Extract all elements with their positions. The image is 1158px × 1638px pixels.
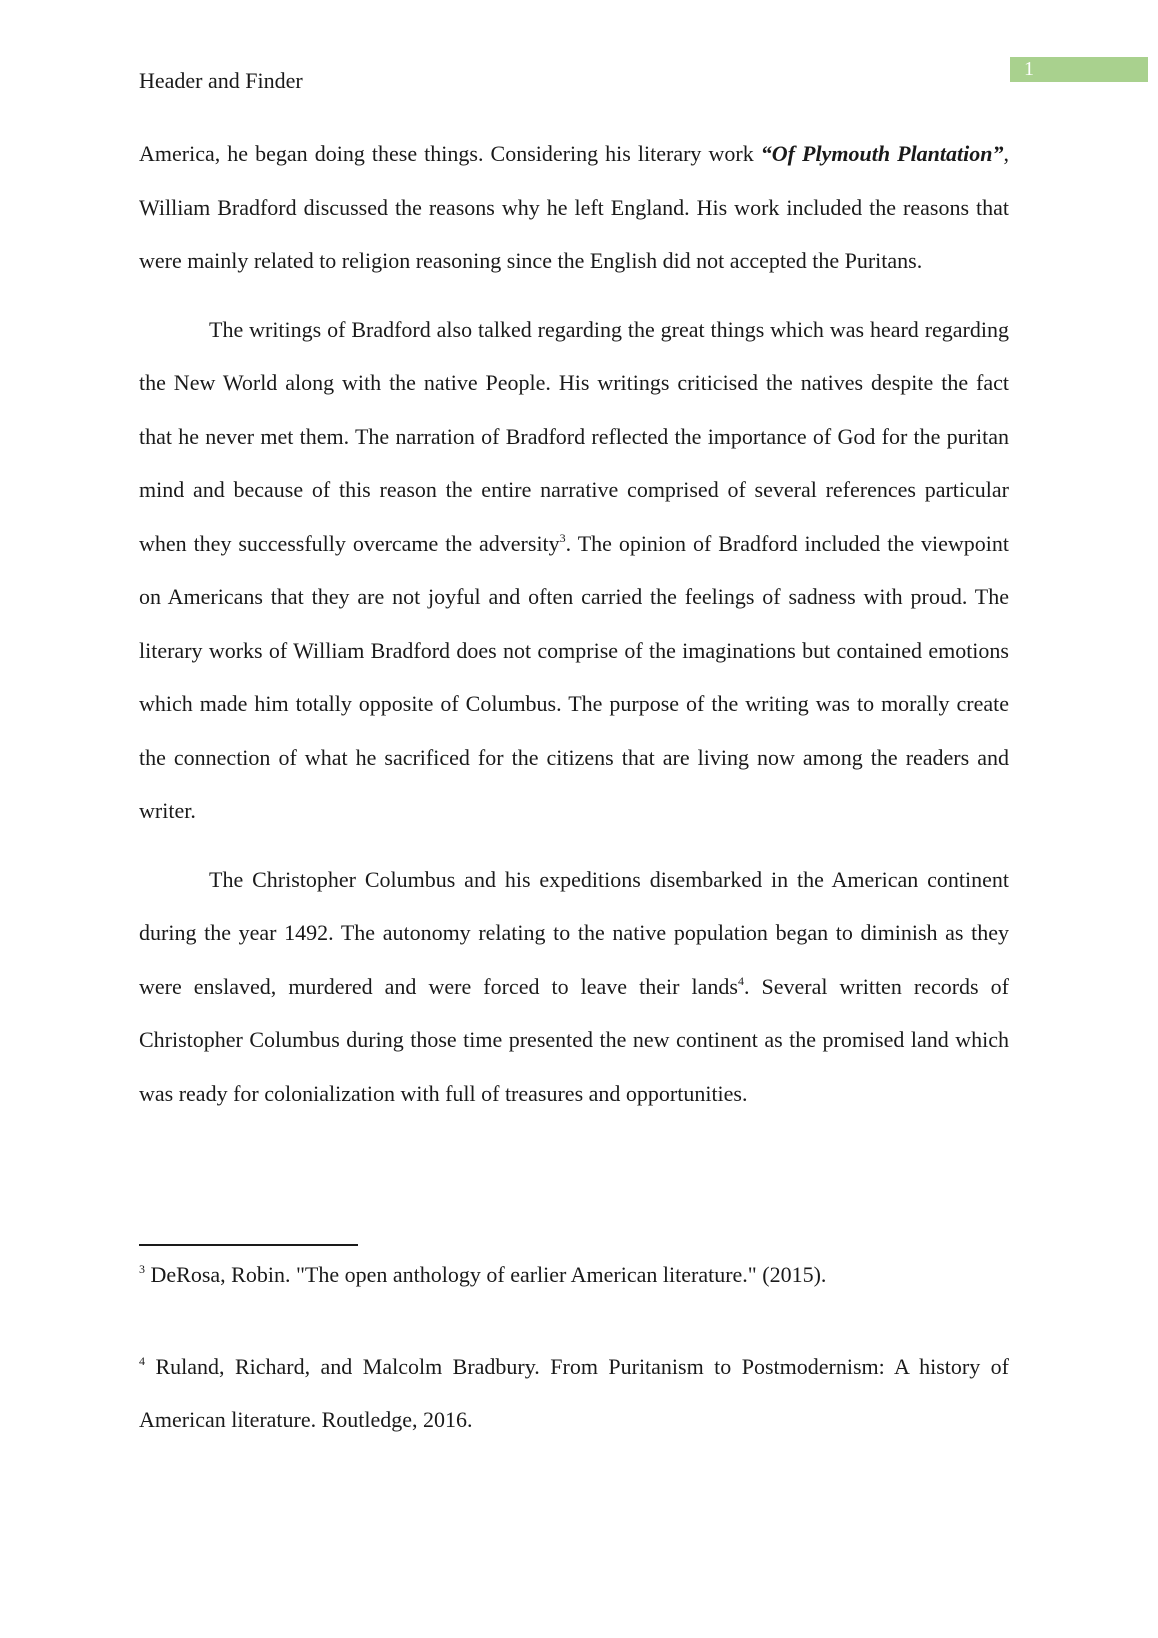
footnote-separator	[139, 1244, 358, 1246]
footnote-4	[139, 1340, 1009, 1447]
paragraph-1-text-b: , William Bradford discussed the reasons why he left England. His work included the reasons that were mainly related to religion reasoning since the English did not accepted the Puritans.	[139, 141, 1009, 273]
paragraph-2-text-b: . The opinion of Bradford included the viewpoint on Americans that they are not joyful and often carried the feelings of sadness with proud. The literary works of William Bradford does not comprise of the imaginations but contained emotions which made him totally opposite of Columbus. The purpose of the writing was to morally create the connection of what he sacrificed for the citizens that are living now among the readers and writer.	[139, 530, 1009, 823]
footnote-3	[139, 1248, 1009, 1302]
footnotes-section	[139, 1248, 1009, 1447]
page-number	[1010, 57, 1148, 82]
document-body	[139, 127, 1009, 1135]
footnote-4-text: Ruland, Richard, and Malcolm Bradbury. From Puritanism to Postmodernism: A history of American literature. Routledge, 2016.	[139, 1353, 1009, 1432]
paragraph-3	[139, 853, 1009, 1121]
paragraph-2-text-a: The writings of Bradford also talked regarding the great things which was heard regarding the New World along with the native People. His writings criticised the natives despite the fact that he never met them. The narration of Bradford reflected the importance of God for the puritan mind and because of this reason the entire narrative comprised of several references particular when they successfully overcame the adversity	[139, 316, 1009, 556]
paragraph-2	[139, 303, 1009, 838]
work-title: “Of Plymouth Plantation”	[760, 141, 1004, 166]
footnote-4-number: 4	[139, 1353, 145, 1368]
footnote-ref-3[interactable]: 3	[559, 530, 566, 545]
page-number-text: 1	[1024, 58, 1034, 80]
paragraph-3-text-a: The Christopher Columbus and his expeditions disembarked in the American continent during the year 1492. The autonomy relating to the native population began to diminish as they were enslaved, murdered and were forced to leave their lands	[139, 866, 1009, 999]
footnote-3-number: 3	[139, 1262, 145, 1276]
footnote-3-text: DeRosa, Robin. "The open anthology of earlier American literature." (2015).	[150, 1262, 827, 1287]
running-header: Header and Finder	[139, 68, 303, 93]
paragraph-1-text-a: America, he began doing these things. Considering his literary work	[139, 141, 761, 166]
paragraph-1	[139, 127, 1009, 288]
paragraph-3-text-b: . Several written records of Christopher Columbus during those time presented the new continent as the promised land which was ready for colonialization with full of treasures and opportunities.	[139, 973, 1009, 1106]
footnote-ref-4[interactable]: 4	[737, 973, 744, 988]
